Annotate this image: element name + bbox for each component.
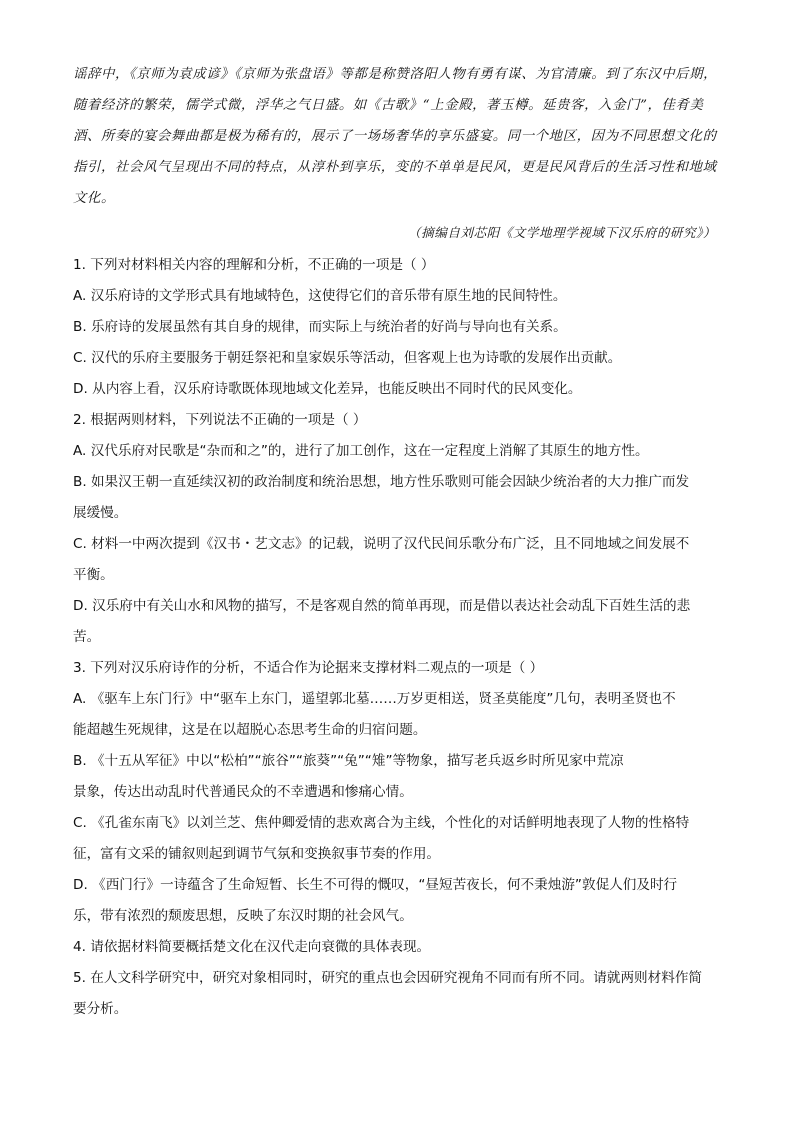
question-3-option-d-line1: D. 《西门行》一诗蕴含了生命短暂、长生不可得的慨叹，“昼短苦夜长，何不秉烛游”敦促人们及时行 (73, 877, 678, 893)
question-2-option-b-line2: 展缓慢。 (73, 505, 128, 521)
question-3-option-b-line2: 景象，传达出动乱时代普通民众的不幸遭遇和惨痛心情。 (73, 784, 413, 800)
question-4-stem: 4. 请依据材料简要概括楚文化在汉代走向衰微的具体表现。 (73, 939, 431, 955)
question-3-option-c-line1: C. 《孔雀东南飞》以刘兰芝、焦仲卿爱情的悲欢离合为主线，个性化的对话鲜明地表现了人物的性格特 (73, 815, 690, 831)
question-2-option-d-line2: 苦。 (73, 629, 101, 645)
source-citation: （摘编自刘芯阳《文学地理学视域下汉乐府的研究》） (408, 225, 716, 240)
question-3-stem: 3. 下列对汉乐府诗作的分析，不适合作为论据来支撑材料二观点的一项是（ ） (73, 660, 544, 676)
question-3-option-d-line2: 乐，带有浓烈的颓废思想，反映了东汉时期的社会风气。 (73, 908, 413, 924)
question-1-option-c: C. 汉代的乐府主要服务于朝廷祭祀和皇家娱乐等活动，但客观上也为诗歌的发展作出贡献。 (73, 350, 622, 366)
question-1-stem: 1. 下列对材料相关内容的理解和分析，不正确的一项是（ ） (73, 257, 435, 273)
question-3-option-b-line1: B. 《十五从军征》中以“松柏”“旅谷”“旅葵”“兔”“雉”等物象，描写老兵返乡时所见家中荒凉 (73, 753, 624, 769)
question-5-stem-line2: 要分析。 (73, 1001, 128, 1017)
question-5-stem-line1: 5. 在人文科学研究中，研究对象相同时，研究的重点也会因研究视角不同而有所不同。请就两则材料作简 (73, 970, 703, 986)
passage-line: 随着经济的繁荣，儒学式微，浮华之气日盛。如《古歌》“上金殿，著玉樽。延贵客，入金门”，佳肴美 (73, 98, 704, 113)
question-1-option-a: A. 汉乐府诗的文学形式具有地域特色，这使得它们的音乐带有原生地的民间特性。 (73, 288, 567, 304)
passage-line: 酒、所奏的宴会舞曲都是极为稀有的，展示了一场场奢华的享乐盛宴。同一个地区，因为不同思想文化的 (73, 129, 717, 144)
questions-section (73, 250, 721, 1025)
question-3-option-a-line2: 能超越生死规律，这是在以超脱心态思考生命的归宿问题。 (73, 722, 427, 738)
passage-line: 指引，社会风气呈现出不同的特点，从淳朴到享乐，变的不单单是民风，更是民风背后的生活习性和地域 (73, 160, 717, 175)
question-1-option-d: D. 从内容上看，汉乐府诗歌既体现地域文化差异，也能反映出不同时代的民风变化。 (73, 381, 582, 397)
question-3-option-a-line1: A. 《驱车上东门行》中“驱车上东门，遥望郭北墓……万岁更相送，贤圣莫能度”几句，表明圣贤也不 (73, 691, 676, 707)
question-2-option-c-line1: C. 材料一中两次提到《汉书・艺文志》的记载，说明了汉代民间乐歌分布广泛，且不同地域之间发展不 (73, 536, 690, 552)
question-1-option-b: B. 乐府诗的发展虽然有其自身的规律，而实际上与统治者的好尚与导向也有关系。 (73, 319, 567, 335)
question-2-option-d-line1: D. 汉乐府中有关山水和风物的描写，不是客观自然的简单再现，而是借以表达社会动乱下百姓生活的悲 (73, 598, 691, 614)
passage-paragraph (73, 59, 721, 214)
question-2-option-b-line1: B. 如果汉王朝一直延续汉初的政治制度和统治思想，地方性乐歌则可能会因缺少统治者的大力推广而发 (73, 474, 690, 490)
question-2-option-a: A. 汉代乐府对民歌是“杂而和之”的，进行了加工创作，这在一定程度上消解了其原生的地方性。 (73, 443, 649, 459)
question-2-stem: 2. 根据两则材料，下列说法不正确的一项是（ ） (73, 412, 367, 428)
question-3-option-c-line2: 征，富有文采的铺叙则起到调节气氛和变换叙事节奏的作用。 (73, 846, 441, 862)
passage-line: 文化。 (73, 191, 115, 206)
question-2-option-c-line2: 平衡。 (73, 567, 114, 583)
passage-line: 谣辞中，《京师为袁成谚》《京师为张盘语》等都是称赞洛阳人物有勇有谋、为官清廉。到了东汉中后期， (73, 67, 718, 82)
